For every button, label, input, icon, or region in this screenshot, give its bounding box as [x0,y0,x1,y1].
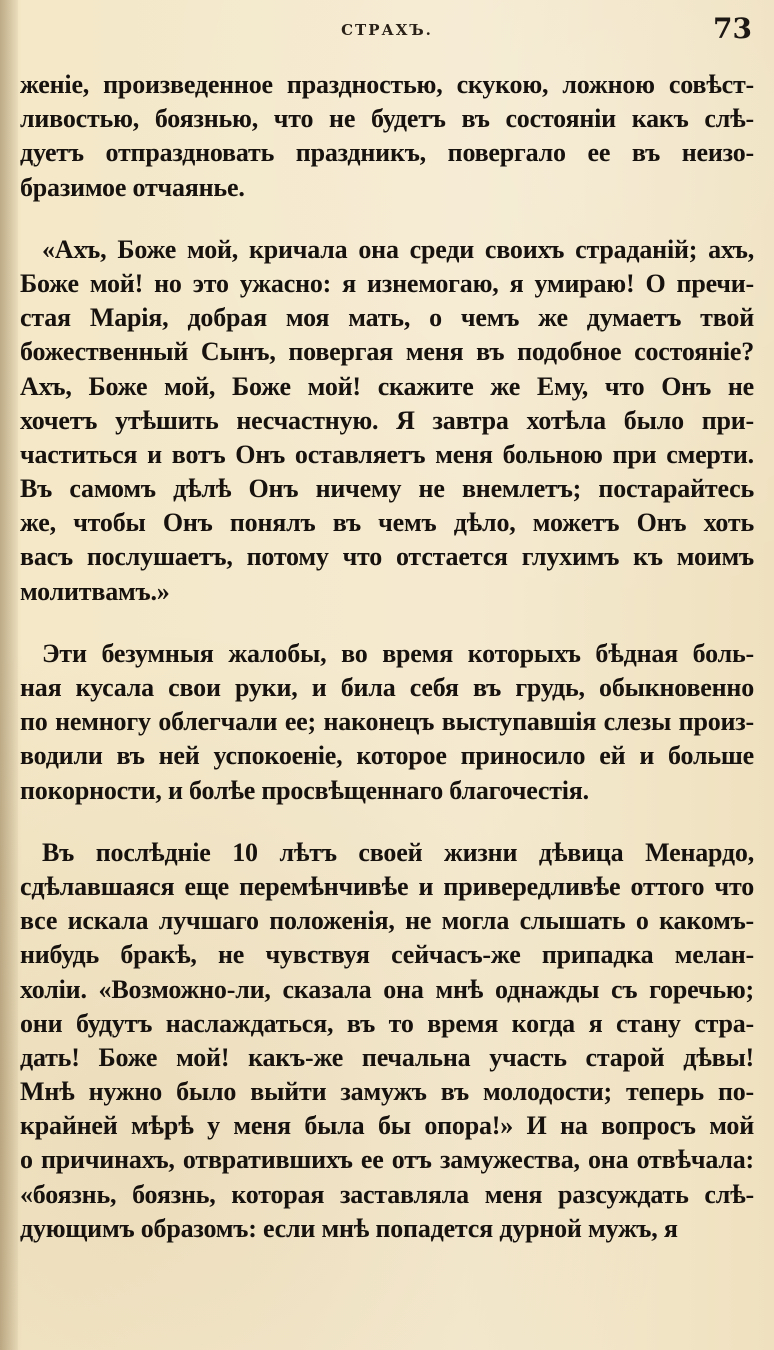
page-number: 73 [713,12,752,45]
text-line: молитвамъ.» [20,576,170,606]
text-line: о причинахъ, отвратившихъ ее отъ замужества, она отвѣчала: [20,1145,754,1175]
text-line: «боязнь, боязнь, которая заставляла меня разсуждать слѣ- [20,1179,754,1209]
text-line: васъ послушаетъ, потому что отстается глухимъ къ моимъ [20,542,754,572]
paragraph-3 [20,637,754,808]
text-line: бразимое отчаянье. [20,172,245,202]
text-line: водили въ ней успокоеніе, которое приносило ей и больше [20,741,754,771]
text-line: ливостью, боязнью, что не будетъ въ состояніи какъ слѣ- [20,104,754,134]
text-line: божественный Сынъ, повергая меня въ подобное состояніе? [20,337,754,367]
text-line: сдѣлавшаяся еще перемѣнчивѣе и привередливѣе оттого что [20,871,754,901]
text-line: же, чтобы Онъ понялъ въ чемъ дѣло, можетъ Онъ хоть [20,508,754,538]
page-text [20,68,754,1246]
text-line: частиться и вотъ Онъ оставляетъ меня больною при смерти. [20,439,754,469]
running-head: СТРАХЪ. [341,21,433,39]
text-line: покорности, и болѣе просвѣщеннаго благочестія. [20,775,589,805]
text-line: все искала лучшаго положенія, не могла слышать о какомъ- [20,906,754,936]
text-line: по немногу облегчали ее; наконецъ выступавшія слезы произ- [20,707,754,737]
text-line: ная кусала свои руки, и била себя въ грудь, обыкновенно [20,673,754,702]
text-line: «Ахъ, Боже мой, кричала она среди своихъ страданій; ахъ, [42,234,754,264]
text-line: Мнѣ нужно было выйти замужъ въ молодости; теперь по- [20,1077,754,1107]
paragraph-1 [20,68,754,205]
paragraph-4 [20,836,754,1246]
text-line: холіи. «Возможно-ли, сказала она мнѣ однажды съ горечью; [20,974,754,1004]
page-gutter-shadow [0,0,18,1350]
text-line: хочетъ утѣшить несчастную. Я завтра хотѣла было при- [20,405,754,435]
text-line: дать! Боже мой! какъ-же печальна участь старой дѣвы! [20,1042,754,1072]
page-header [0,12,774,50]
text-line: Ахъ, Боже мой, Боже мой! скажите же Ему, что Онъ не [20,371,754,401]
paragraph-2 [20,233,754,609]
text-line: дуетъ отпраздновать праздникъ, повергало ее въ неизо- [20,138,754,168]
text-line: стая Марія, добрая моя мать, о чемъ же думаетъ твой [20,303,754,333]
text-line: Въ послѣдніе 10 лѣтъ своей жизни дѣвица Менардо, [42,837,754,867]
text-line: нибудь бракѣ, не чувствуя сейчасъ-же припадка мелан- [20,940,754,970]
text-line: дующимъ образомъ: если мнѣ попадется дурной мужъ, я [20,1213,678,1243]
text-line: Эти безумныя жалобы, во время которыхъ бѣдная боль- [42,638,754,668]
text-line: крайней мѣрѣ у меня была бы опора!» И на вопросъ мой [20,1111,754,1141]
text-line: Въ самомъ дѣлѣ Онъ ничему не внемлетъ; постарайтесь [20,474,754,504]
text-line: они будутъ наслаждаться, въ то время когда я стану стра- [20,1008,754,1038]
text-line: женіе, произведенное праздностью, скукою, ложною совѣст- [20,70,754,99]
text-line: Боже мой! но это ужасно: я изнемогаю, я умираю! О пречи- [20,268,754,298]
